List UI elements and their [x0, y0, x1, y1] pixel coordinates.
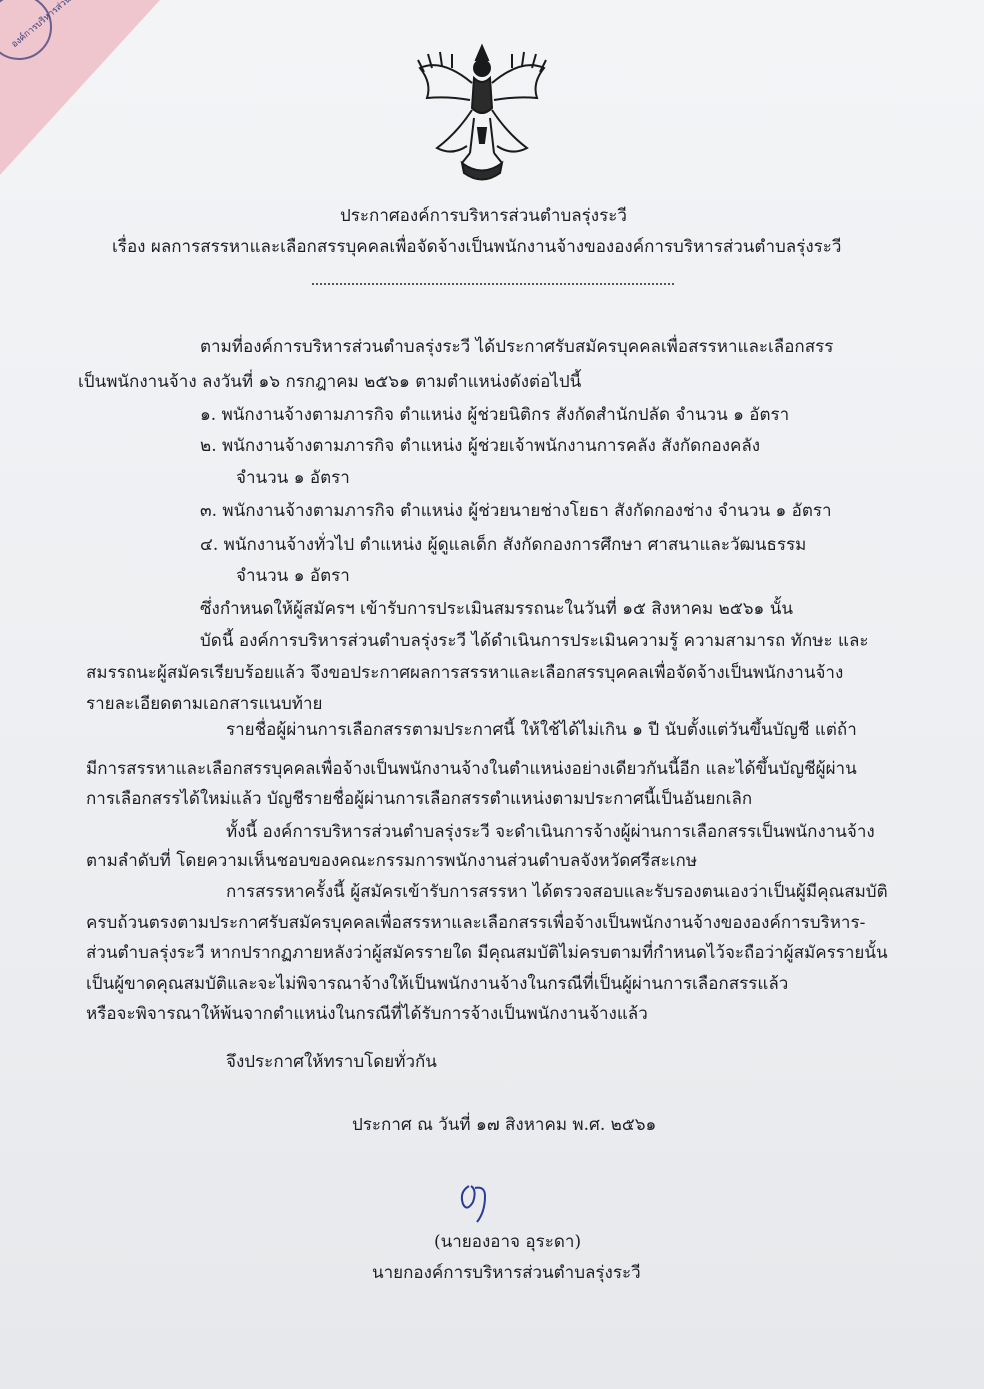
handwritten-signature-icon [455, 1178, 495, 1228]
qualification-line-2: ครบถ้วนตรงตามประกาศรับสมัครบุคคลเพื่อสรรหาและเลือกสรรเพื่อจ้างเป็นพนักงานจ้างขององค์การบริหาร- [86, 913, 866, 933]
qualification-line-4: เป็นผู้ขาดคุณสมบัติและจะไม่พิจารณาจ้างให้เป็นพนักงานจ้างในกรณีที่เป็นผู้ผ่านการเลือกสรรแล้ว [86, 974, 789, 994]
intro-line-2: เป็นพนักงานจ้าง ลงวันที่ ๑๖ กรกฎาคม ๒๕๖๑ ตามตำแหน่งดังต่อไปนี้ [78, 372, 582, 392]
result-line-2: สมรรถนะผู้สมัครเรียบร้อยแล้ว จึงขอประกาศผลการสรรหาและเลือกสรรบุคคลเพื่อจัดจ้างเป็นพนักงานจ้าง [86, 663, 844, 683]
assessment-line: ซึ่งกำหนดให้ผู้สมัครฯ เข้ารับการประเมินสมรรถนะในวันที่ ๑๕ สิงหาคม ๒๕๖๑ นั้น [200, 599, 793, 619]
signatory-position: นายกองค์การบริหารส่วนตำบลรุ่งระวี [372, 1263, 641, 1283]
validity-line-3: การเลือกสรรได้ใหม่แล้ว บัญชีรายชื่อผู้ผ่านการเลือกสรรตำแหน่งตามประกาศนี้เป็นอันยกเลิก [86, 789, 753, 809]
qualification-line-1: การสรรหาครั้งนี้ ผู้สมัครเข้ารับการสรรหา ได้ตรวจสอบและรับรองตนเองว่าเป็นผู้มีคุณสมบัติ [226, 882, 888, 902]
qualification-line-3: ส่วนตำบลรุ่งระวี หากปรากฏภายหลังว่าผู้สมัครรายใด มีคุณสมบัติไม่ครบตามที่กำหนดไว้จะถือว่าผู้สมัครรายนั้น [86, 943, 888, 963]
position-item-1: ๑. พนักงานจ้างตามภารกิจ ตำแหน่ง ผู้ช่วยนิติกร สังกัดสำนักปลัด จำนวน ๑ อัตรา [200, 405, 790, 425]
intro-line-1: ตามที่องค์การบริหารส่วนตำบลรุ่งระวี ได้ประกาศรับสมัครบุคคลเพื่อสรรหาและเลือกสรร [200, 337, 834, 357]
position-item-2: ๒. พนักงานจ้างตามภารกิจ ตำแหน่ง ผู้ช่วยเจ้าพนักงานการคลัง สังกัดกองคลัง [200, 436, 761, 456]
hiring-line-2: ตามลำดับที่ โดยความเห็นชอบของคณะกรรมการพนักงานส่วนตำบลจังหวัดศรีสะเกษ [86, 851, 698, 871]
dotted-divider [312, 283, 674, 285]
closing-statement: จึงประกาศให้ทราบโดยทั่วกัน [226, 1052, 437, 1072]
garuda-emblem-icon [412, 38, 552, 188]
qualification-line-5: หรือจะพิจารณาให้พ้นจากตำแหน่งในกรณีที่ได้รับการจ้างเป็นพนักงานจ้างแล้ว [86, 1004, 648, 1024]
validity-line-1: รายชื่อผู้ผ่านการเลือกสรรตามประกาศนี้ ให้ใช้ได้ไม่เกิน ๑ ปี นับตั้งแต่วันขึ้นบัญชี แต่ถ้า [226, 720, 857, 740]
hiring-line-1: ทั้งนี้ องค์การบริหารส่วนตำบลรุ่งระวี จะดำเนินการจ้างผู้ผ่านการเลือกสรรเป็นพนักงานจ้าง [226, 822, 875, 842]
signatory-name: (นายองอาจ อุระดา) [434, 1232, 582, 1252]
result-line-1: บัดนี้ องค์การบริหารส่วนตำบลรุ่งระวี ได้ดำเนินการประเมินความรู้ ความสามารถ ทักษะ และ [200, 631, 869, 651]
announcement-title: ประกาศองค์การบริหารส่วนตำบลรุ่งระวี [340, 206, 627, 226]
result-line-3: รายละเอียดตามเอกสารแนบท้าย [86, 694, 323, 714]
position-item-3: ๓. พนักงานจ้างตามภารกิจ ตำแหน่ง ผู้ช่วยนายช่างโยธา สังกัดกองช่าง จำนวน ๑ อัตรา [200, 501, 832, 521]
validity-line-2: มีการสรรหาและเลือกสรรบุคคลเพื่อจ้างเป็นพนักงานจ้างในตำแหน่งอย่างเดียวกันนี้อีก และได้ขึ้นบัญชีผู้ผ่าน [86, 759, 857, 779]
position-item-4-count: จำนวน ๑ อัตรา [236, 566, 350, 586]
position-item-2-count: จำนวน ๑ อัตรา [236, 468, 350, 488]
announcement-subject: เรื่อง ผลการสรรหาและเลือกสรรบุคคลเพื่อจัดจ้างเป็นพนักงานจ้างขององค์การบริหารส่วนตำบลรุ่งระวี [112, 237, 842, 257]
position-item-4: ๔. พนักงานจ้างทั่วไป ตำแหน่ง ผู้ดูแลเด็ก สังกัดกองการศึกษา ศาสนาและวัฒนธรรม [200, 535, 807, 555]
announcement-date: ประกาศ ณ วันที่ ๑๗ สิงหาคม พ.ศ. ๒๕๖๑ [352, 1115, 657, 1135]
